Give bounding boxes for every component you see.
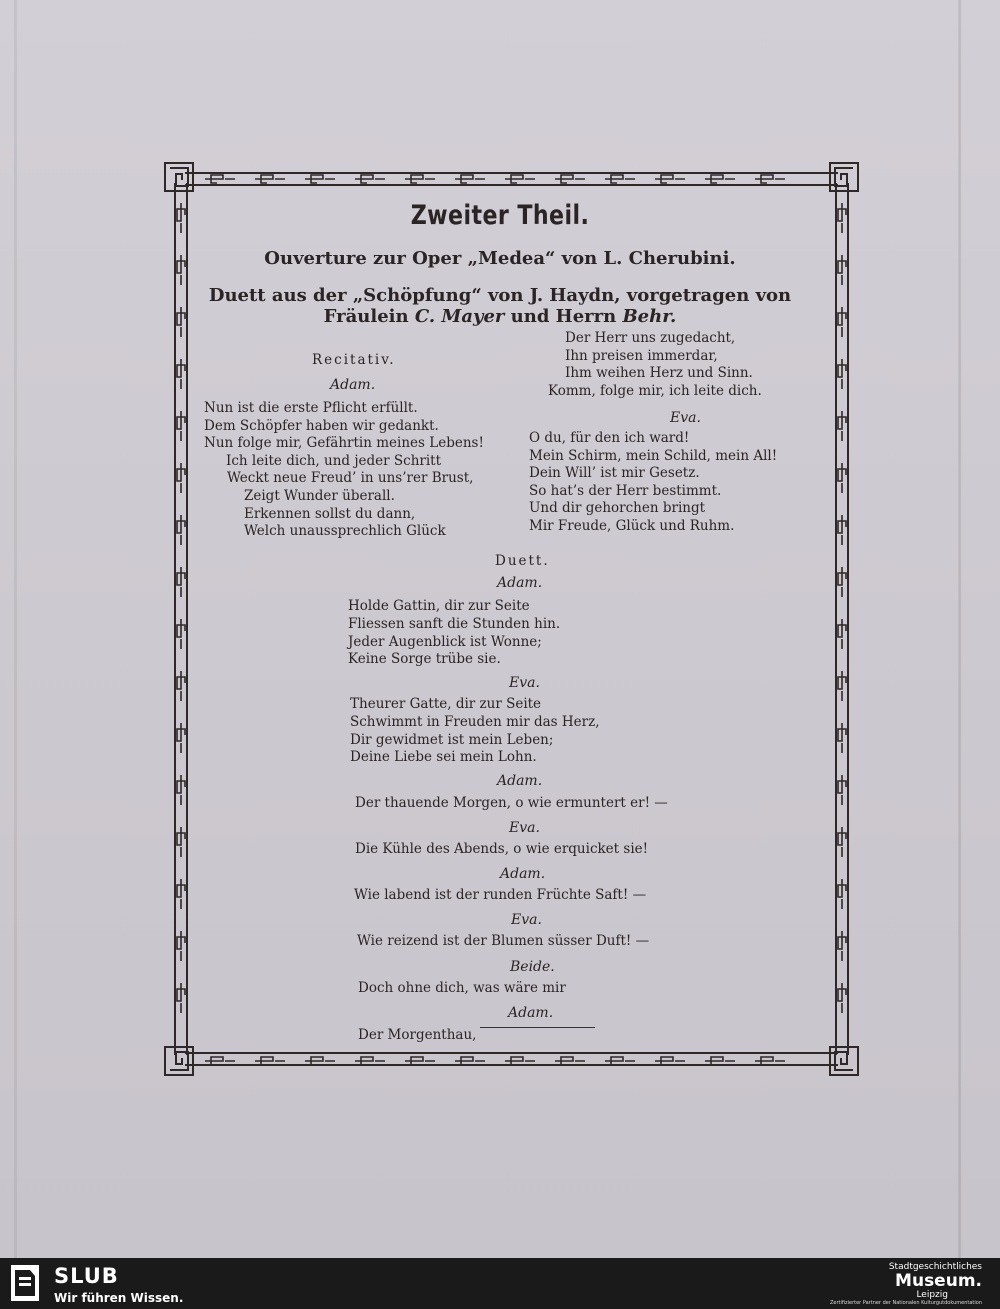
continuation-rule	[480, 1027, 595, 1028]
performer-2: Behr.	[622, 306, 677, 327]
verse-line: Und dir gehorchen bringt	[529, 500, 706, 517]
verse-line: Fliessen sanft die Stunden hin.	[348, 615, 561, 632]
verse-line: Ihm weihen Herz und Sinn.	[565, 365, 753, 382]
verse-line: Dein Will’ ist mir Gesetz.	[529, 465, 700, 482]
duett-eva-verse	[350, 696, 600, 767]
verse-line: Theurer Gatte, dir zur Seite	[350, 696, 542, 712]
duett-adam-verse	[348, 598, 560, 669]
performer-1: C. Mayer	[414, 306, 505, 327]
verse-line: Komm, folge mir, ich leite dich.	[548, 382, 762, 399]
library-tagline: Wir führen Wissen.	[54, 1291, 184, 1305]
overture-heading: Ouverture zur Oper „Medea“ von L. Cherubini.	[264, 248, 736, 269]
role-beide: Beide.	[510, 959, 555, 975]
verse-line: Ihn preisen immerdar,	[565, 347, 718, 364]
role-eva-3: Eva.	[509, 820, 540, 836]
duet-heading: Duett aus der „Schöpfung“ von J. Haydn, vorgetragen von	[208, 285, 792, 306]
role-adam-4: Adam.	[500, 866, 546, 882]
verse-line: Keine Sorge trübe sie.	[348, 651, 501, 668]
verse-line: Zeigt Wunder überall.	[244, 487, 395, 504]
dialog-adam-3: Der Morgenthau,	[358, 1027, 477, 1043]
library-name[interactable]: SLUB	[54, 1264, 119, 1288]
museum-city: Leipzig	[916, 1290, 948, 1300]
verse-line: So hat’s der Herr bestimmt.	[529, 482, 722, 499]
verse-line: Nun ist die erste Pflicht erfüllt.	[204, 400, 418, 416]
viewer-footer-bar	[0, 1258, 1000, 1309]
recitativ-left-column	[204, 400, 484, 541]
verse-line: Weckt neue Freud’ in uns’rer Brust,	[227, 470, 474, 487]
role-adam-5: Adam.	[508, 1005, 554, 1021]
role-eva-4: Eva.	[511, 912, 542, 928]
performers-mid: und Herrn	[504, 306, 623, 327]
verse-line: Mir Freude, Glück und Ruhm.	[529, 517, 735, 534]
verse-line: Deine Liebe sei mein Lohn.	[350, 749, 537, 766]
recitativ-right-bottom	[529, 430, 777, 536]
role-eva-2: Eva.	[509, 675, 540, 691]
verse-line: Mein Schirm, mein Schild, mein All!	[529, 447, 778, 464]
page-title: Zweiter Theil.	[410, 200, 590, 231]
role-adam-3: Adam.	[497, 773, 543, 789]
verse-line: Holde Gattin, dir zur Seite	[348, 598, 530, 614]
verse-line: O du, für den ich ward!	[529, 430, 690, 446]
verse-line: Jeder Augenblick ist Wonne;	[348, 633, 542, 650]
museum-prefix: Stadtgeschichtliches	[888, 1262, 982, 1272]
dialog-eva-2: Wie reizend ist der Blumen süsser Duft! —	[357, 933, 650, 949]
dialog-adam-2: Wie labend ist der runden Früchte Saft! —	[354, 887, 647, 903]
verse-line: Erkennen sollst du dann,	[244, 505, 416, 522]
role-adam-1: Adam.	[330, 377, 376, 393]
verse-line: Der Herr uns zugedacht,	[565, 330, 736, 346]
dialog-beide: Doch ohne dich, was wäre mir	[358, 980, 566, 996]
dialog-eva-1: Die Kühle des Abends, o wie erquicket sie!	[355, 841, 649, 857]
verse-line: Welch unaussprechlich Glück	[244, 523, 446, 540]
role-eva-1: Eva.	[670, 410, 701, 426]
performers-prefix: Fräulein	[323, 306, 415, 327]
museum-name[interactable]: Museum.	[895, 1271, 982, 1291]
verse-line: Dir gewidmet ist mein Leben;	[350, 731, 554, 748]
dialog-adam-1: Der thauende Morgen, o wie ermuntert er! —	[355, 795, 668, 811]
verse-line: Nun folge mir, Gefährtin meines Lebens!	[204, 435, 484, 452]
verse-line: Dem Schöpfer haben wir gedankt.	[204, 417, 439, 434]
museum-partner-note: Zertifizierter Partner der Nationalen Kulturgutdokumentation	[829, 1300, 982, 1306]
duett-label: Duett.	[495, 553, 550, 569]
role-adam-2: Adam.	[497, 575, 543, 591]
performers-line	[160, 306, 840, 327]
verse-line: Schwimmt in Freuden mir das Herz,	[350, 713, 600, 730]
recitativ-label: Recitativ.	[312, 352, 396, 368]
slub-logo-icon[interactable]	[10, 1264, 40, 1302]
verse-line: Ich leite dich, und jeder Schritt	[226, 452, 442, 469]
recitativ-right-top	[548, 330, 762, 400]
